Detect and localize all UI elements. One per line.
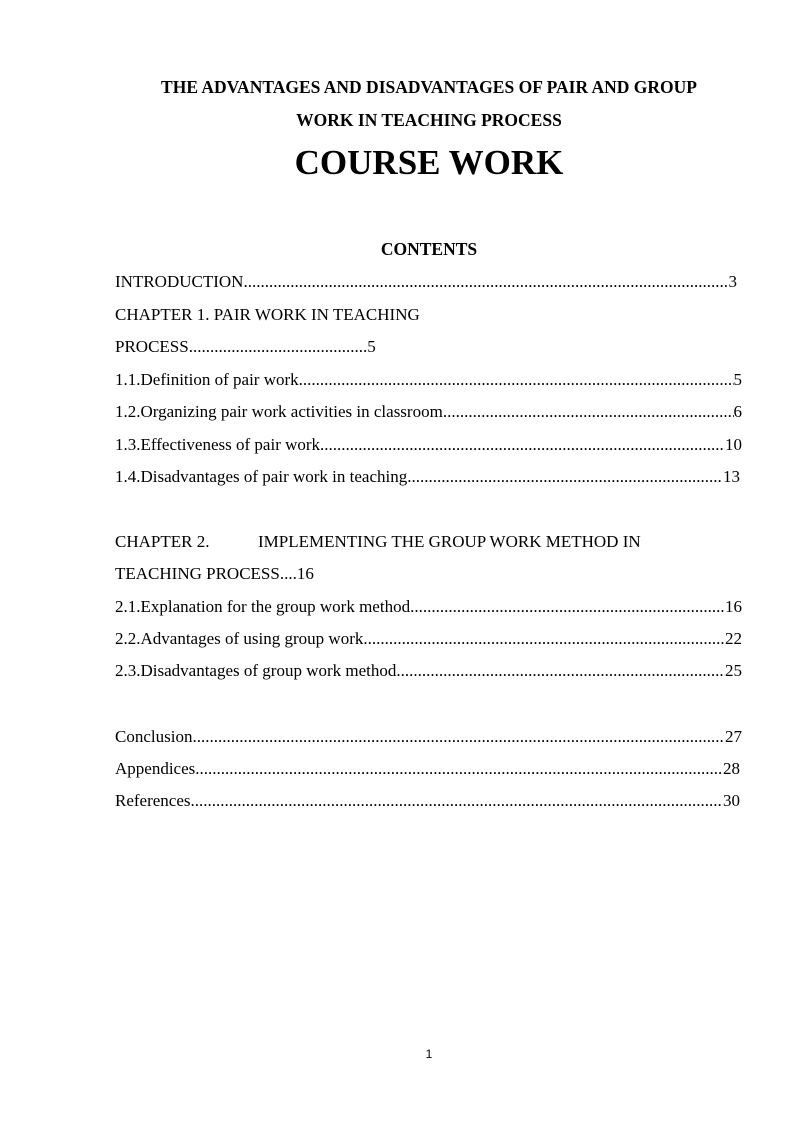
toc-entry-references xyxy=(115,790,740,812)
toc-leader-dots xyxy=(320,434,725,456)
document-subtitle: COURSE WORK xyxy=(294,143,564,182)
toc-entry-page: 22 xyxy=(725,629,742,648)
toc-leader-dots xyxy=(191,790,723,812)
toc-entry-label: Appendices xyxy=(115,759,196,778)
toc-entry-label: Conclusion xyxy=(115,727,193,746)
toc-chapter-1-heading: CHAPTER 1. PAIR WORK IN TEACHING xyxy=(115,305,420,324)
toc-entry-label: Organizing pair work activities in classroom xyxy=(140,402,443,421)
document-title-line-1: THE ADVANTAGES AND DISADVANTAGES OF PAIR AND GROUP xyxy=(161,77,697,97)
toc-entry-page: 25 xyxy=(725,661,742,680)
toc-entry-number: 2.1. xyxy=(115,597,141,616)
toc-leader-dots xyxy=(396,660,725,682)
toc-chapter-1-heading-continued xyxy=(115,336,376,358)
toc-entry-2-1 xyxy=(115,596,742,618)
toc-entry-number: 1.1. xyxy=(115,370,141,389)
document-title-line-2: WORK IN TEACHING PROCESS xyxy=(296,110,562,130)
toc-entry-2-2 xyxy=(115,628,742,650)
toc-entry-page: 13 xyxy=(723,467,740,486)
toc-entry-label: Effectiveness of pair work xyxy=(140,435,321,454)
toc-entry-1-1 xyxy=(115,369,742,391)
toc-entry-1-3 xyxy=(115,434,742,456)
toc-entry-page: 28 xyxy=(723,759,740,778)
toc-entry-number: 1.2. xyxy=(115,402,141,421)
toc-entry-label: INTRODUCTION xyxy=(115,272,244,291)
toc-entry-page: 6 xyxy=(733,402,742,421)
toc-chapter-2-heading-continued: TEACHING PROCESS....16 xyxy=(115,564,314,583)
toc-leader-dots xyxy=(195,758,723,780)
toc-leader-dots: .......................................... xyxy=(188,337,368,356)
page-number: 1 xyxy=(425,1047,433,1061)
toc-leader-dots xyxy=(243,271,728,293)
toc-entry-label: Disadvantages of group work method xyxy=(140,661,397,680)
toc-entry-label: References xyxy=(115,791,191,810)
toc-entry-page: 5 xyxy=(733,370,742,389)
toc-entry-page: 16 xyxy=(725,597,742,616)
toc-leader-dots xyxy=(407,466,723,488)
toc-chapter-2-heading: IMPLEMENTING THE GROUP WORK METHOD IN xyxy=(258,532,641,551)
toc-entry-label: Explanation for the group work method xyxy=(140,597,411,616)
toc-entry-appendices xyxy=(115,758,740,780)
toc-entry-number: 2.2. xyxy=(115,629,141,648)
contents-heading: CONTENTS xyxy=(380,239,478,259)
toc-entry-page: 30 xyxy=(723,791,740,810)
toc-leader-dots xyxy=(299,369,734,391)
toc-entry-number: 1.3. xyxy=(115,435,141,454)
toc-leader-dots xyxy=(192,726,725,748)
toc-entry-1-2 xyxy=(115,401,742,423)
toc-entry-number: 1.4. xyxy=(115,467,141,486)
toc-entry-label: PROCESS xyxy=(115,337,189,356)
toc-leader-dots xyxy=(363,628,725,650)
toc-entry-page: 3 xyxy=(728,272,737,291)
toc-entry-conclusion xyxy=(115,726,742,748)
toc-entry-page: 27 xyxy=(725,727,742,746)
toc-entry-introduction xyxy=(115,271,737,293)
toc-leader-dots xyxy=(410,596,725,618)
toc-chapter-2-number: CHAPTER 2. xyxy=(115,532,210,551)
toc-entry-label: Advantages of using group work xyxy=(140,629,364,648)
toc-entry-page: 10 xyxy=(725,435,742,454)
toc-leader-dots xyxy=(443,401,734,423)
toc-entry-label: Disadvantages of pair work in teaching xyxy=(140,467,408,486)
toc-entry-1-4 xyxy=(115,466,740,488)
toc-entry-page: 5 xyxy=(367,337,376,356)
toc-entry-label: Definition of pair work xyxy=(140,370,299,389)
toc-entry-2-3 xyxy=(115,660,742,682)
toc-entry-number: 2.3. xyxy=(115,661,141,680)
